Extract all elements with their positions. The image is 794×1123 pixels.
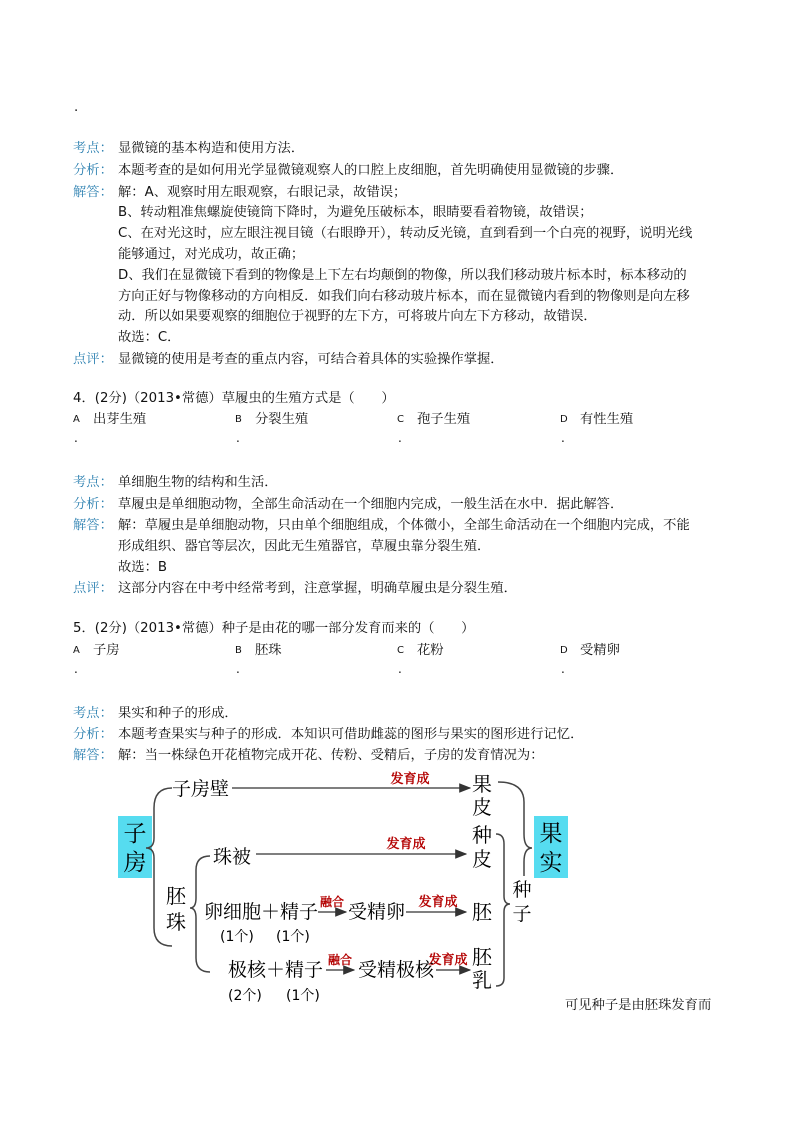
jing-count-2: (1个) [286, 988, 320, 1004]
kaodian-label: 考点： [73, 141, 113, 156]
q5-option-a-text[interactable]: 子房 [93, 643, 120, 658]
dianping-label: 点评： [73, 581, 113, 596]
q5-option-d-dot: . [561, 662, 565, 676]
q4-jieda-line: 故选：B [118, 560, 168, 575]
q3-fenxi: 本题考查的是如何用光学显微镜观察人的口腔上皮细胞，首先明确使用显微镜的步骤． [118, 163, 624, 178]
q3-jieda-line: 方向正好与物像移动的方向相反．如我们向右移动玻片标本，而在显微镜内看到的物像则是向左移 [118, 289, 690, 304]
luan-count: (1个) [220, 929, 254, 945]
kaodian-label: 考点： [73, 475, 113, 490]
zifang-char: 房 [123, 850, 147, 876]
pei-char: 胚 [472, 900, 492, 924]
q4-jieda-line: 形成组织、器官等层次，因此无生殖器官，草履虫靠分裂生殖． [118, 539, 491, 554]
q5-option-d-letter: D [560, 645, 568, 656]
guoshi-char: 实 [539, 850, 563, 876]
q3-jieda-line: 故选：C． [118, 330, 181, 345]
q4-option-d-letter: D [560, 414, 568, 425]
jieda-label: 解答： [73, 748, 113, 763]
q5-option-d-text[interactable]: 受精卵 [580, 643, 620, 658]
jieda-label: 解答： [73, 518, 113, 533]
ovary-development-diagram [110, 768, 580, 1013]
q3-jieda-line: C、在对光这时，应左眼注视目镜（右眼睁开），转动反光镜，直到看到一个白亮的视野，说明光线 [118, 226, 693, 241]
jihe-jingzi-label: 极核＋精子 [228, 959, 324, 981]
q3-kaodian: 显微镜的基本构造和使用方法． [118, 141, 305, 156]
q4-option-a-text[interactable]: 出芽生殖 [93, 412, 147, 427]
q5-option-c-text[interactable]: 花粉 [417, 643, 444, 658]
fenxi-label: 分析： [73, 163, 113, 178]
q4-option-c-letter: C [397, 414, 404, 425]
guoshi-char: 果 [539, 821, 563, 847]
fayucheng-label: 发育成 [390, 772, 430, 787]
guopi-char: 果 [472, 772, 492, 796]
ronghe-label: 融合 [319, 895, 345, 909]
q5-option-a-dot: . [74, 662, 78, 676]
peizhu-char: 胚 [166, 884, 186, 908]
q3-jieda-line: 解：A、观察时用左眼观察，右眼记录，故错误； [118, 185, 407, 200]
q4-option-b-dot: . [236, 431, 240, 445]
kaodian-label: 考点： [73, 706, 113, 721]
q4-option-b-letter: B [235, 414, 242, 425]
q3-jieda-line: 能够通过，对光成功，故正确； [118, 247, 305, 262]
q5-option-b-text[interactable]: 胚珠 [255, 643, 282, 658]
guoshi-brace [498, 782, 532, 876]
q4-option-b-text[interactable]: 分裂生殖 [255, 412, 309, 427]
fayucheng-label: 发育成 [386, 837, 426, 852]
q4-option-a-letter: A [73, 414, 80, 425]
zhongzi-brace [496, 834, 510, 986]
q4-option-c-dot: . [398, 431, 402, 445]
q5-option-c-dot: . [398, 662, 402, 676]
zhongzi-char: 种 [512, 879, 532, 901]
q3-jieda-line: B、转动粗准焦螺旋使镜筒下降时，为避免压破标本，眼睛要看着物镜，故错误； [118, 205, 593, 220]
shoujingluan-label: 受精卵 [348, 901, 406, 923]
zhongzi-char: 子 [512, 903, 532, 925]
q4-kaodian: 单细胞生物的结构和生活． [118, 475, 278, 490]
zhongpi-char: 种 [472, 823, 492, 847]
zifang-char: 子 [123, 821, 147, 847]
q5-option-b-dot: . [236, 662, 240, 676]
jihe-count: (2个) [228, 988, 262, 1004]
q4-dianping: 这部分内容在中考中经常考到，注意掌握，明确草履虫是分裂生殖． [118, 581, 517, 596]
zhongpi-char: 皮 [472, 847, 492, 871]
q4-option-c-text[interactable]: 孢子生殖 [417, 412, 471, 427]
q5-option-a-letter: A [73, 645, 80, 656]
dianping-label: 点评： [73, 352, 113, 367]
q5-option-c-letter: C [397, 645, 404, 656]
zhubei-label: 珠被 [213, 846, 252, 868]
shoujingjihe-label: 受精极核 [358, 959, 435, 981]
q4-option-d-text[interactable]: 有性生殖 [580, 412, 634, 427]
q3-dianping: 显微镜的使用是考查的重点内容，可结合着具体的实验操作掌握． [118, 352, 504, 367]
ronghe-label: 融合 [327, 953, 353, 967]
fenxi-label: 分析： [73, 497, 113, 512]
zifangbi-label: 子房壁 [172, 778, 230, 800]
leading-dot: . [74, 100, 79, 115]
peiru-char: 乳 [472, 968, 492, 992]
q3-jieda-line: 动．所以如果要观察的细胞位于视野的左下方，可将玻片向左下方移动，故错误． [118, 309, 597, 324]
q5-jieda: 解：当一株绿色开花植物完成开花、传粉、受精后，子房的发育情况为： [118, 748, 544, 763]
luanxibao-jingzi-label: 卵细胞＋精子 [204, 901, 319, 923]
peizhu-char: 珠 [166, 910, 186, 934]
q4-jieda-line: 解：草履虫是单细胞动物，只由单个细胞组成，个体微小，全部生命活动在一个细胞内完成，不能 [118, 518, 690, 533]
fayucheng-label: 发育成 [428, 953, 468, 968]
peiru-char: 胚 [472, 945, 492, 969]
q4-stem: 4．(2分)（2013•常德）草履虫的生殖方式是（ ） [73, 391, 395, 406]
jieda-label: 解答： [73, 185, 113, 200]
jing-count-1: (1个) [276, 929, 310, 945]
guopi-char: 皮 [472, 795, 492, 819]
q4-option-d-dot: . [561, 431, 565, 445]
fayucheng-label: 发育成 [418, 895, 458, 910]
q4-option-a-dot: . [74, 431, 78, 445]
q5-conclusion: 可见种子是由胚珠发育而 [565, 998, 712, 1013]
q3-jieda-line: D、我们在显微镜下看到的物像是上下左右均颠倒的物像，所以我们移动玻片标本时，标本移动的 [118, 268, 687, 283]
fenxi-label: 分析： [73, 727, 113, 742]
q5-kaodian: 果实和种子的形成． [118, 706, 238, 721]
q4-fenxi: 草履虫是单细胞动物，全部生命活动在一个细胞内完成，一般生活在水中．据此解答． [118, 497, 624, 512]
q5-stem: 5．(2分)（2013•常德）种子是由花的哪一部分发育而来的（ ） [73, 621, 475, 636]
q5-fenxi: 本题考查果实与种子的形成．本知识可借助雌蕊的图形与果实的图形进行记忆． [118, 727, 584, 742]
q5-option-b-letter: B [235, 645, 242, 656]
